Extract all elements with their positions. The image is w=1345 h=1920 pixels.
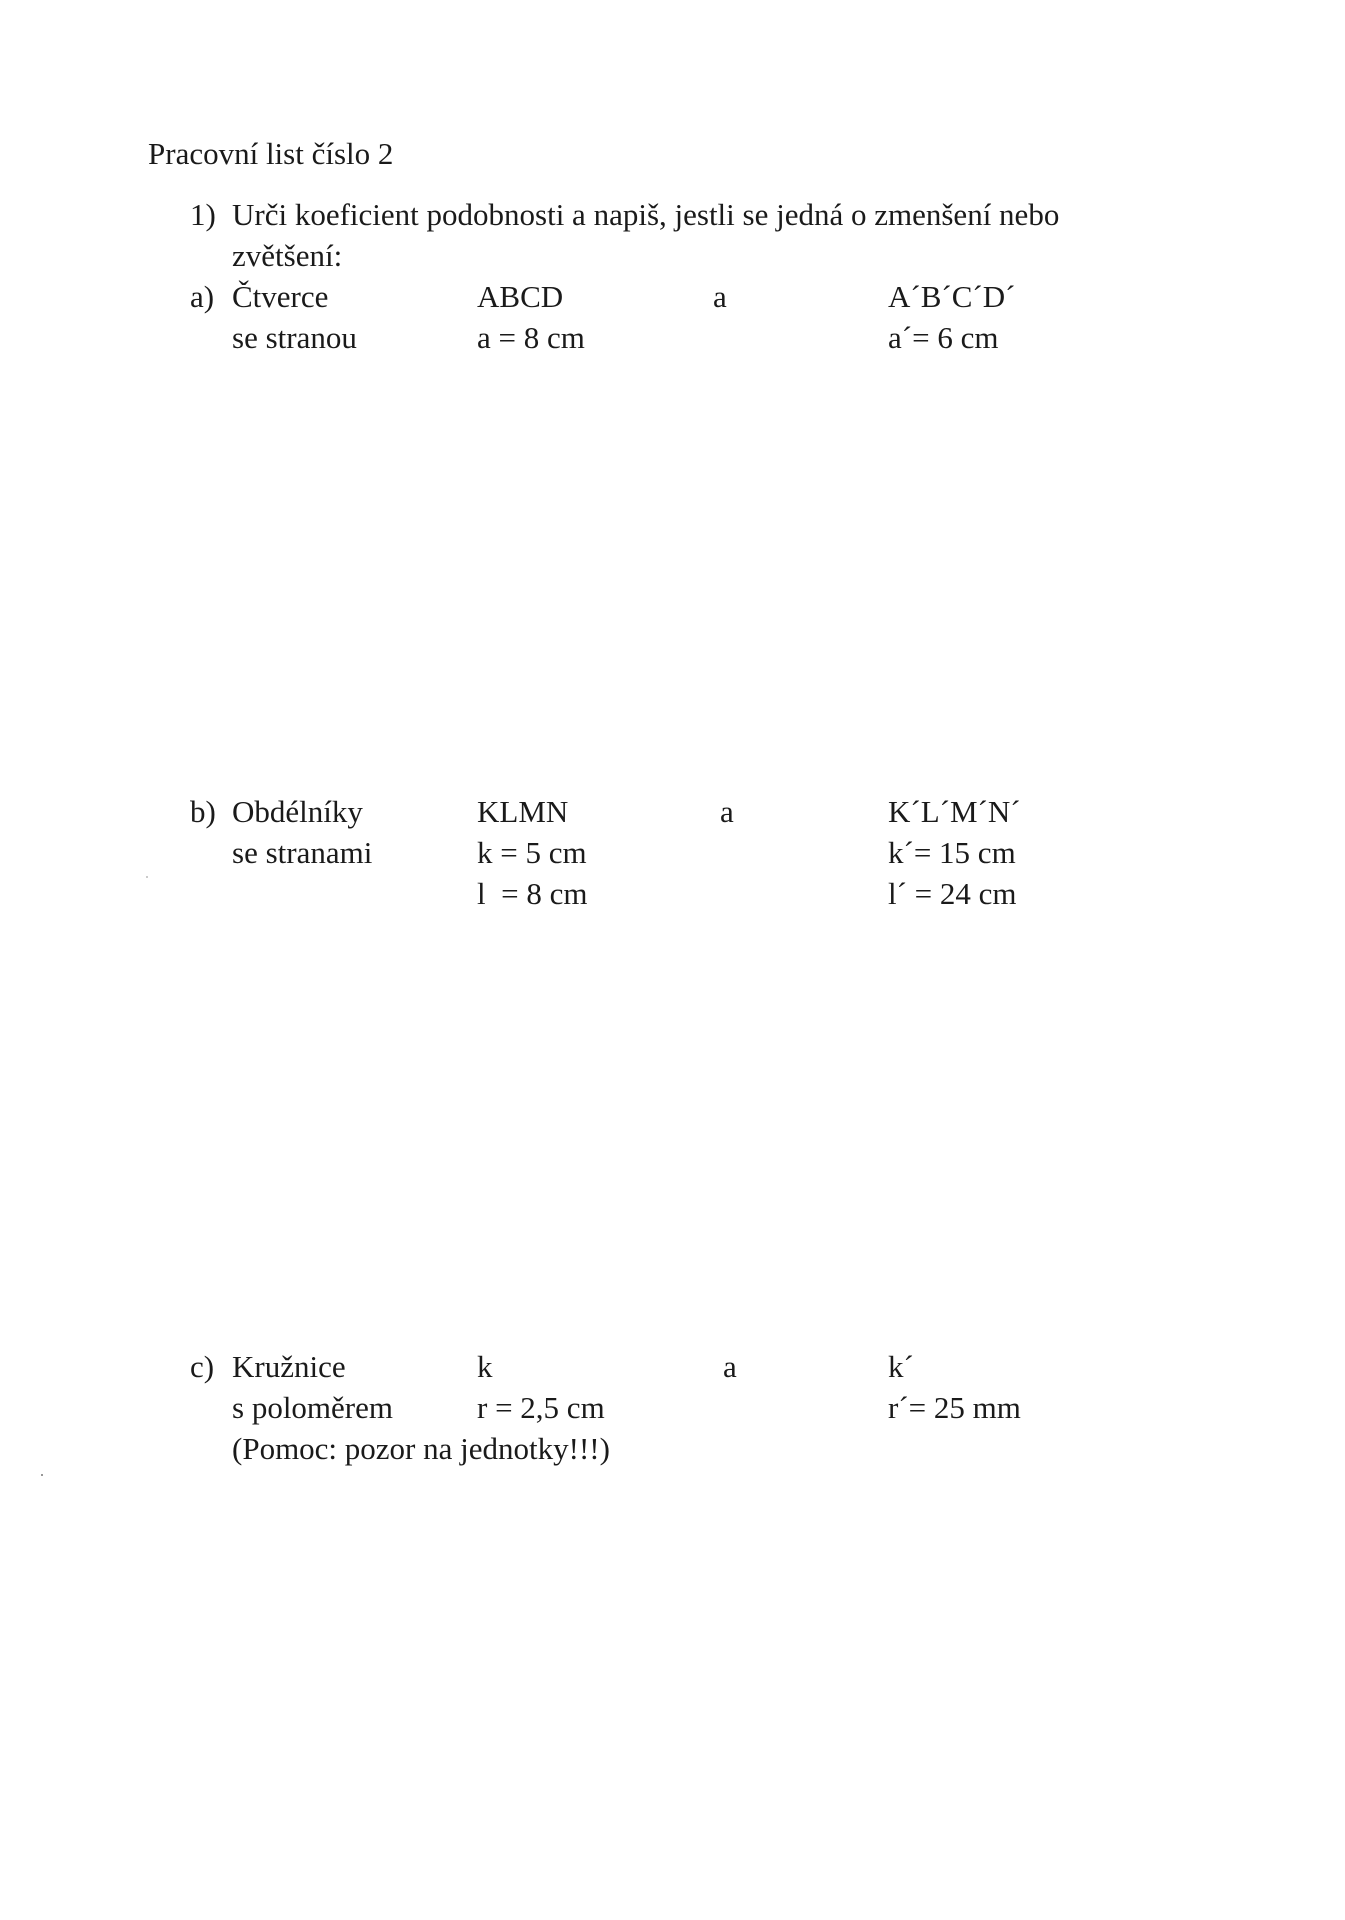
exercise-label: c) (190, 1349, 215, 1384)
figure-value-original: l = 8 cm (477, 876, 588, 911)
shape-name: Obdélníky (232, 794, 363, 829)
figure-value-original: a = 8 cm (477, 320, 585, 355)
conjunction: a (713, 279, 727, 314)
scan-speck (146, 876, 148, 878)
figure-value-original: k = 5 cm (477, 835, 587, 870)
figure-value-image: l´ = 24 cm (888, 876, 1017, 911)
figure-value-original: r = 2,5 cm (477, 1390, 605, 1425)
figure-name-image: k´ (888, 1349, 914, 1384)
task-instruction-line2: zvětšení: (232, 238, 343, 273)
conjunction: a (723, 1349, 737, 1384)
figure-name-image: A´B´C´D´ (888, 279, 1016, 314)
hint-note: (Pomoc: pozor na jednotky!!!) (232, 1431, 610, 1466)
figure-value-image: r´= 25 mm (888, 1390, 1021, 1425)
figure-name-image: K´L´M´N´ (888, 794, 1021, 829)
figure-value-image: k´= 15 cm (888, 835, 1016, 870)
task-number: 1) (190, 197, 216, 232)
exercise-label: a) (190, 279, 215, 314)
shape-descriptor: s poloměrem (232, 1390, 393, 1425)
figure-name-original: KLMN (477, 794, 569, 829)
figure-name-original: ABCD (477, 279, 564, 314)
shape-name: Kružnice (232, 1349, 346, 1384)
task-instruction-line1: Urči koeficient podobnosti a napiš, jestli se jedná o zmenšení nebo (232, 197, 1060, 232)
exercise-label: b) (190, 794, 216, 829)
shape-descriptor: se stranou (232, 320, 357, 355)
figure-name-original: k (477, 1349, 493, 1384)
worksheet-title: Pracovní list číslo 2 (148, 136, 394, 171)
shape-descriptor: se stranami (232, 835, 373, 870)
conjunction: a (720, 794, 734, 829)
shape-name: Čtverce (232, 279, 329, 314)
figure-value-image: a´= 6 cm (888, 320, 999, 355)
scan-speck (41, 1474, 43, 1476)
